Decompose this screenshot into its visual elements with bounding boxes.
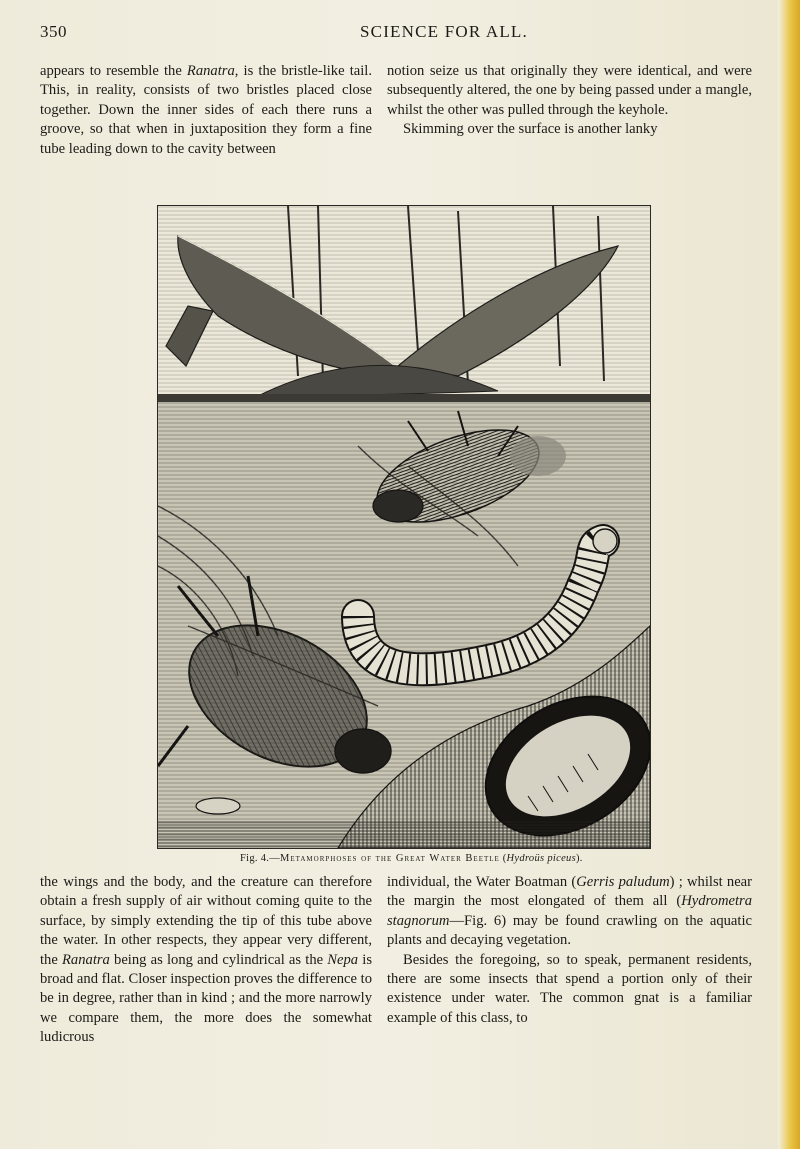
text-run: individual, the Water Boatman (	[387, 874, 577, 890]
italic-term: Ranatra	[62, 951, 110, 968]
paragraph	[387, 873, 752, 951]
engraving-illustration	[158, 206, 650, 848]
page-header	[40, 18, 750, 44]
caption-punct: ).	[575, 853, 583, 864]
caption-label: Fig. 4.—	[240, 853, 281, 864]
caption-punct: (	[499, 853, 507, 864]
right-column-bottom	[387, 873, 752, 1028]
paragraph	[40, 62, 372, 159]
left-column-top	[40, 62, 372, 159]
sediment	[158, 821, 650, 848]
figure-caption	[240, 853, 660, 864]
text-run: appears to resemble the	[40, 63, 187, 79]
paragraph: notion seize us that originally they were identical, and were subsequently altered, the one by being passed under a mangle, whilst the other was pulled through the keyhole.	[387, 63, 752, 118]
italic-term: Nepa	[327, 951, 359, 968]
paragraph: Skimming over the surface is another lanky	[403, 121, 658, 138]
page-edge	[778, 0, 800, 1149]
text-run: is broad and flat. Closer inspection proves the difference to be in degree, rather than in kind ; and the more narrowly we compare them, the more does the somewhat ludicrous	[40, 951, 373, 1046]
water-surface	[158, 394, 650, 402]
running-title: SCIENCE FOR ALL.	[360, 22, 528, 41]
caption-species: Hydroüs piceus	[506, 853, 576, 864]
text-run: the wings and the body, and the creature can therefore obtain a fresh supply of air without coming quite to the surface, by simply extending the tip of this tube above the water. In other respects, they appear very different, the	[40, 874, 372, 968]
caption-title: Metamorphoses of the Great Water Beetle	[280, 853, 500, 864]
text-run: ) ; whilst near the margin the most elongated of them all (	[387, 874, 753, 910]
text-run: , is the bristle-like tail. This, in reality, consists of two bristles placed close together. Down the inner sides of each there runs a groove, so that when in juxtaposition they form a fine tube leading down to the cavity between	[40, 63, 372, 157]
italic-term: Gerris paludum	[576, 874, 670, 890]
paragraph: Besides the foregoing, so to speak, permanent residents, there are some insects that spend a portion only of their existence under water. The common gnat is a familiar example of this class, to	[387, 951, 752, 1026]
left-column-bottom	[40, 873, 372, 1048]
figure-illustration	[157, 205, 651, 849]
text-run: —Fig. 6) may be found crawling on the aquatic plants and decaying vegetation.	[387, 912, 752, 949]
italic-term: Ranatra	[186, 63, 235, 79]
italic-term: Hydrometra stagnorum	[387, 893, 752, 929]
page-number: 350	[40, 22, 67, 41]
right-column-top	[387, 62, 752, 140]
paragraph	[40, 873, 372, 1048]
text-run: being as long and cylindrical as the	[109, 951, 328, 968]
small-larva	[196, 798, 240, 814]
